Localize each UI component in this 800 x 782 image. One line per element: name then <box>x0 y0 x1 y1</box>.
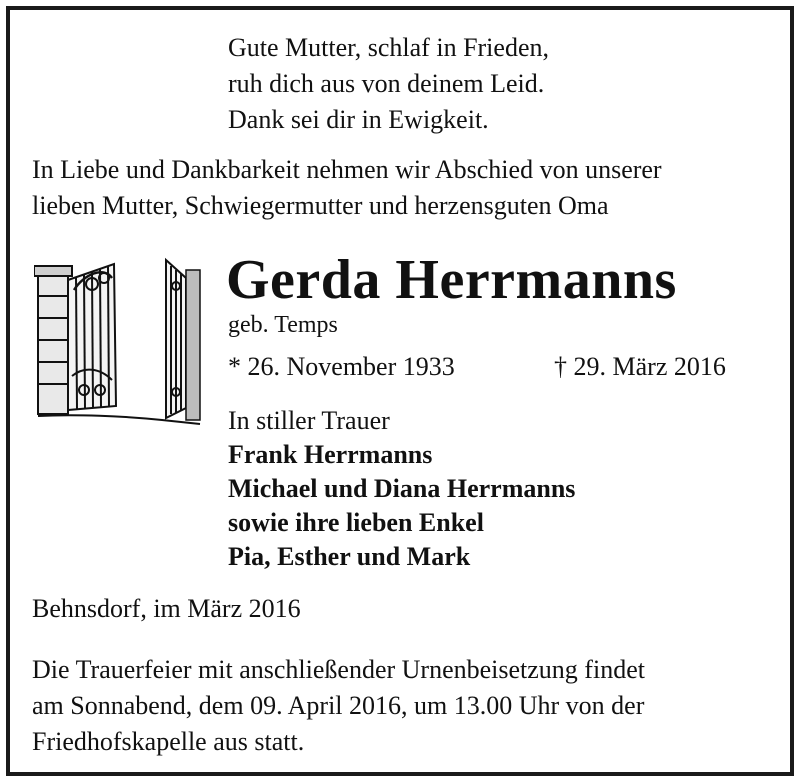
left-pillar <box>34 266 72 414</box>
funeral-line: am Sonnabend, dem 09. April 2016, um 13.00 Uhr von der <box>32 691 645 720</box>
deceased-name: Gerda Herrmanns <box>226 249 677 311</box>
mourner-name: Pia, Esther und Mark <box>228 542 471 571</box>
funeral-line: Friedhofskapelle aus statt. <box>32 727 305 756</box>
funeral-line: Die Trauerfeier mit anschließender Urnenbeisetzung findet <box>32 655 645 684</box>
birth-date: * 26. November 1933 <box>228 352 455 381</box>
poem-line: Dank sei dir in Ewigkeit. <box>228 105 489 134</box>
ground <box>38 415 200 424</box>
birth-name: geb. Temps <box>228 312 338 338</box>
mourners-block <box>228 404 575 574</box>
left-gate-wing <box>68 264 116 410</box>
mourners-heading: In stiller Trauer <box>228 406 390 435</box>
mourner-name: Michael und Diana Herrmanns <box>228 474 576 503</box>
poem-line: Gute Mutter, schlaf in Frieden, <box>228 33 549 62</box>
right-pillar <box>186 270 200 420</box>
life-dates <box>228 350 758 384</box>
funeral-info <box>32 652 645 760</box>
poem <box>228 30 549 138</box>
intro-line: In Liebe und Dankbarkeit nehmen wir Abschied von unserer <box>32 155 662 184</box>
intro-line: lieben Mutter, Schwiegermutter und herzensguten Oma <box>32 191 609 220</box>
place-date: Behnsdorf, im März 2016 <box>32 594 301 623</box>
death-date: † 29. März 2016 <box>554 352 726 381</box>
intro-text <box>32 152 662 224</box>
poem-line: ruh dich aus von deinem Leid. <box>228 69 545 98</box>
mourner-name: sowie ihre lieben Enkel <box>228 508 484 537</box>
open-gate-icon <box>34 256 202 428</box>
right-gate-wing <box>166 260 186 418</box>
mourner-name: Frank Herrmanns <box>228 440 433 469</box>
